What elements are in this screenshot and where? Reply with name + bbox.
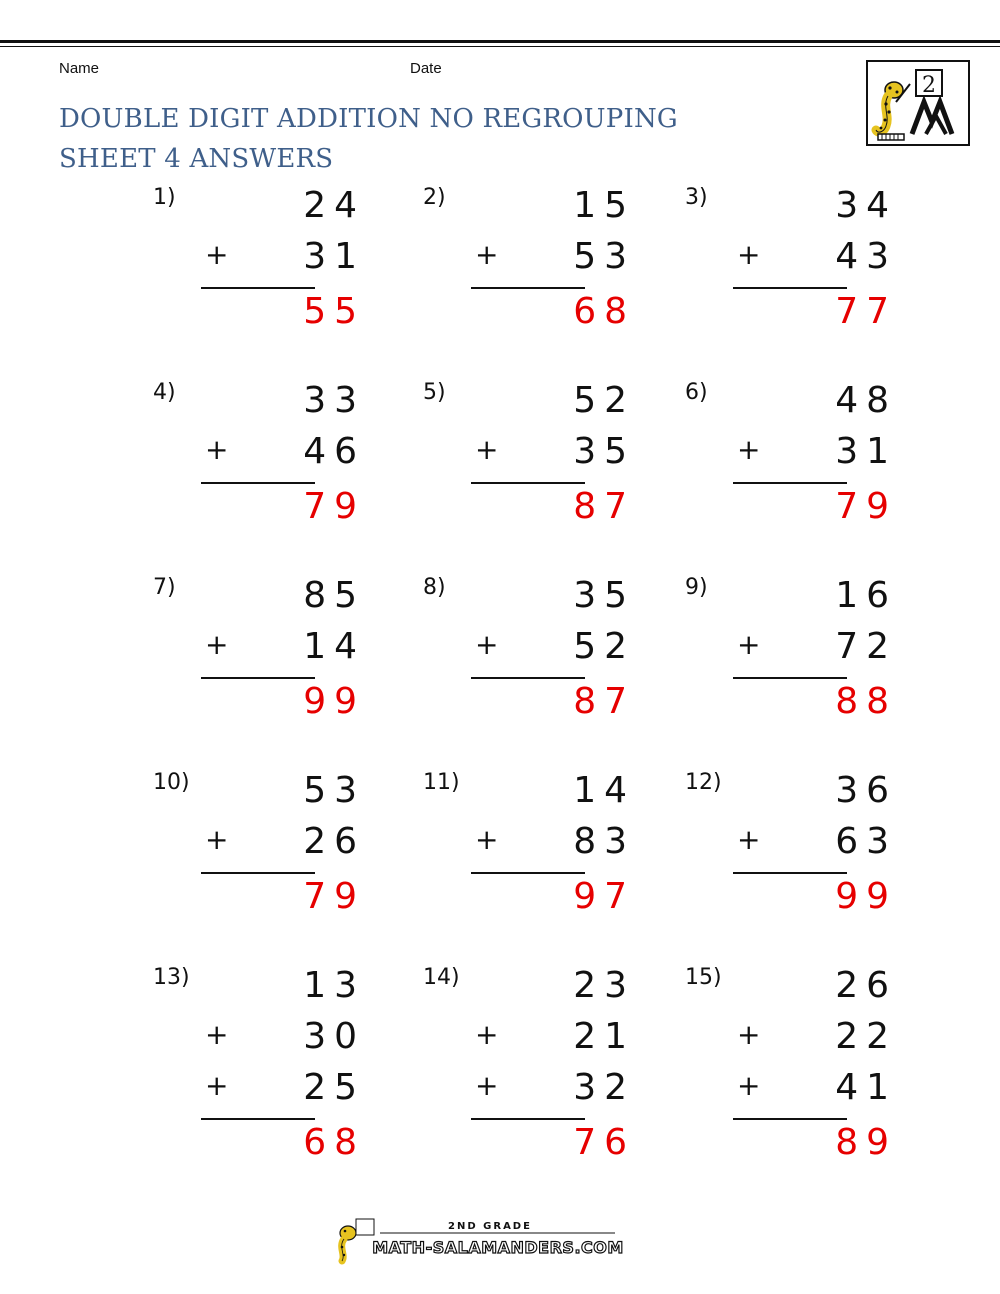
answer: 99: [303, 681, 365, 722]
plus-sign: +: [205, 433, 229, 466]
worksheet-subtitle: SHEET 4 ANSWERS: [59, 144, 334, 174]
operand: 25: [303, 1067, 365, 1108]
operand: 14: [573, 770, 635, 811]
salamander-icon: [868, 62, 968, 144]
footer-grade: 2ND GRADE: [448, 1221, 532, 1232]
operand: 30: [303, 1016, 365, 1057]
operand: 32: [573, 1067, 635, 1108]
operand: 22: [835, 1016, 897, 1057]
operand: 21: [573, 1016, 635, 1057]
sum-line: [201, 482, 315, 484]
date-label: Date: [410, 60, 442, 77]
plus-sign: +: [737, 433, 761, 466]
operand: 83: [573, 821, 635, 862]
problem-number: 14): [423, 965, 460, 990]
name-label: Name: [59, 60, 100, 77]
plus-sign: +: [737, 238, 761, 271]
problem-7: [153, 575, 393, 755]
problem-number: 6): [685, 380, 708, 405]
answer: 68: [303, 1122, 365, 1163]
answer: 87: [573, 681, 635, 722]
problem-number: 7): [153, 575, 176, 600]
plus-sign: +: [475, 238, 499, 271]
plus-sign: +: [475, 628, 499, 661]
operand: 52: [573, 626, 635, 667]
operand: 48: [835, 380, 897, 421]
operand: 15: [573, 185, 635, 226]
plus-sign: +: [205, 823, 229, 856]
footer-logo: [330, 1215, 630, 1265]
sum-line: [733, 677, 847, 679]
operand: 13: [303, 965, 365, 1006]
sum-line: [471, 872, 585, 874]
problem-12: [685, 770, 925, 950]
operand: 23: [573, 965, 635, 1006]
problem-number: 15): [685, 965, 722, 990]
answer: 79: [303, 486, 365, 527]
sum-line: [733, 482, 847, 484]
answer: 97: [573, 876, 635, 917]
operand: 41: [835, 1067, 897, 1108]
operand: 63: [835, 821, 897, 862]
problem-2: [423, 185, 663, 365]
plus-sign: +: [737, 1069, 761, 1102]
top-rule: [0, 40, 1000, 43]
problem-4: [153, 380, 393, 560]
sum-line: [471, 1118, 585, 1120]
operand: 53: [303, 770, 365, 811]
sum-line: [733, 872, 847, 874]
sum-line: [733, 287, 847, 289]
answer: 79: [303, 876, 365, 917]
logo-digit: 2: [922, 73, 936, 98]
sum-line: [201, 287, 315, 289]
answer: 99: [835, 876, 897, 917]
answer: 68: [573, 291, 635, 332]
plus-sign: +: [737, 1018, 761, 1051]
problem-number: 13): [153, 965, 190, 990]
answer: 77: [835, 291, 897, 332]
salamander-logo: [866, 60, 970, 146]
sum-line: [471, 677, 585, 679]
answer: 55: [303, 291, 365, 332]
problem-number: 9): [685, 575, 708, 600]
operand: 36: [835, 770, 897, 811]
worksheet-title: DOUBLE DIGIT ADDITION NO REGROUPING: [59, 104, 678, 134]
problem-6: [685, 380, 925, 560]
problem-number: 11): [423, 770, 460, 795]
operand: 26: [303, 821, 365, 862]
plus-sign: +: [475, 433, 499, 466]
plus-sign: +: [475, 1069, 499, 1102]
answer: 89: [835, 1122, 897, 1163]
problem-number: 5): [423, 380, 446, 405]
sum-line: [201, 872, 315, 874]
problem-number: 12): [685, 770, 722, 795]
plus-sign: +: [205, 1069, 229, 1102]
problem-10: [153, 770, 393, 950]
problem-5: [423, 380, 663, 560]
plus-sign: +: [205, 238, 229, 271]
answer: 87: [573, 486, 635, 527]
problem-number: 3): [685, 185, 708, 210]
operand: 52: [573, 380, 635, 421]
sum-line: [471, 482, 585, 484]
operand: 35: [573, 431, 635, 472]
problem-11: [423, 770, 663, 950]
plus-sign: +: [205, 628, 229, 661]
problem-number: 10): [153, 770, 190, 795]
plus-sign: +: [737, 823, 761, 856]
operand: 43: [835, 236, 897, 277]
plus-sign: +: [205, 1018, 229, 1051]
sum-line: [201, 1118, 315, 1120]
operand: 31: [835, 431, 897, 472]
footer-site: MATH-SALAMANDERS.COM: [372, 1238, 624, 1257]
operand: 85: [303, 575, 365, 616]
answer: 79: [835, 486, 897, 527]
problem-number: 2): [423, 185, 446, 210]
operand: 34: [835, 185, 897, 226]
salamander-footer-icon: [330, 1215, 630, 1265]
sum-line: [201, 677, 315, 679]
problem-9: [685, 575, 925, 755]
operand: 33: [303, 380, 365, 421]
operand: 16: [835, 575, 897, 616]
problem-14: [423, 965, 663, 1163]
answer: 88: [835, 681, 897, 722]
top-rule-thin: [0, 46, 1000, 47]
problem-3: [685, 185, 925, 365]
problem-number: 8): [423, 575, 446, 600]
problem-15: [685, 965, 925, 1163]
sum-line: [471, 287, 585, 289]
operand: 72: [835, 626, 897, 667]
plus-sign: +: [475, 1018, 499, 1051]
operand: 35: [573, 575, 635, 616]
operand: 14: [303, 626, 365, 667]
operand: 46: [303, 431, 365, 472]
problem-number: 1): [153, 185, 176, 210]
operand: 24: [303, 185, 365, 226]
problem-number: 4): [153, 380, 176, 405]
operand: 31: [303, 236, 365, 277]
problem-8: [423, 575, 663, 755]
problem-13: [153, 965, 393, 1163]
answer: 76: [573, 1122, 635, 1163]
plus-sign: +: [475, 823, 499, 856]
sum-line: [733, 1118, 847, 1120]
plus-sign: +: [737, 628, 761, 661]
problem-1: [153, 185, 393, 365]
operand: 53: [573, 236, 635, 277]
operand: 26: [835, 965, 897, 1006]
